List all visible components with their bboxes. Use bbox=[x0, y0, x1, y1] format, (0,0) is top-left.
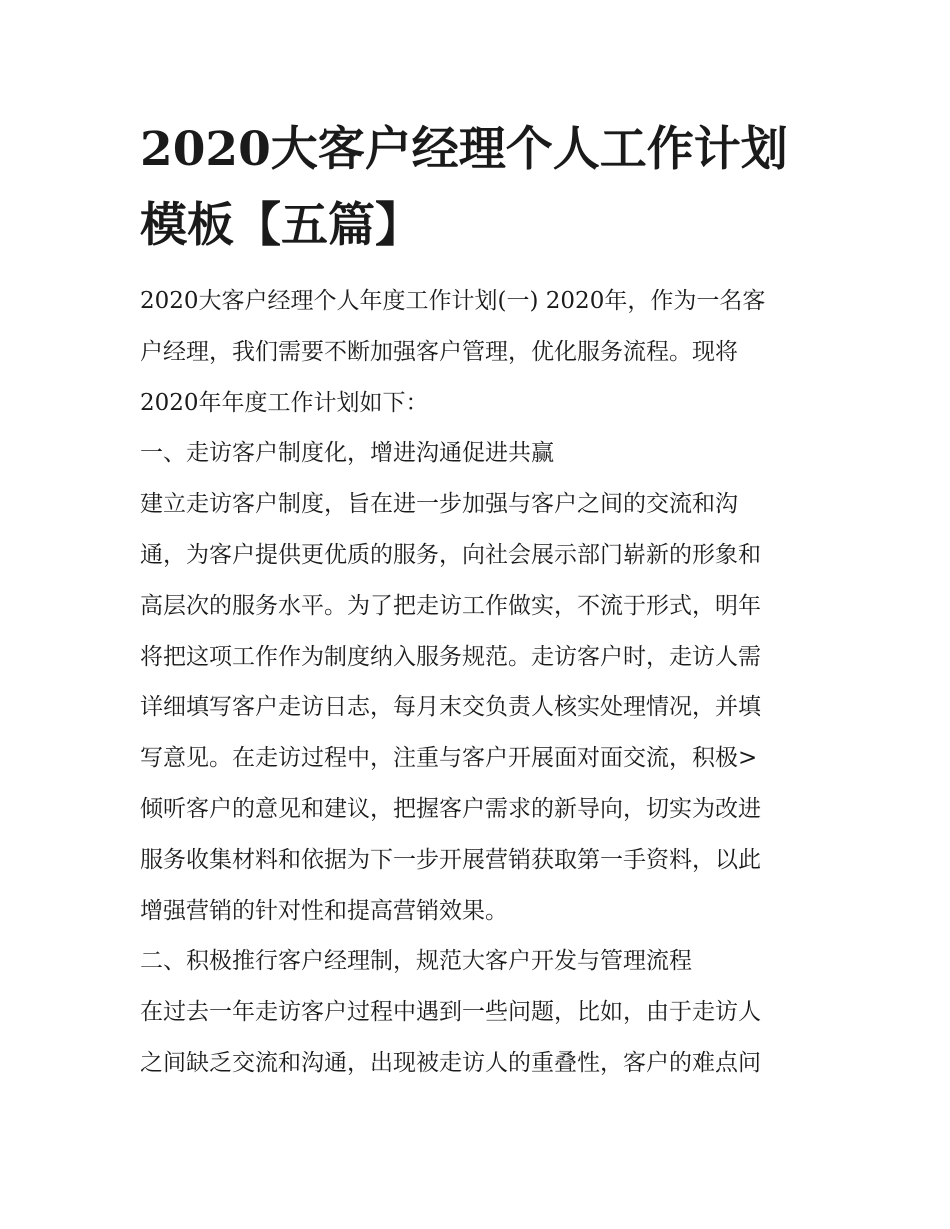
body-line: 增强营销的针对性和提高营销效果。 bbox=[140, 897, 508, 924]
document-body bbox=[140, 276, 830, 1089]
body-line: 服务收集材料和依据为下一步开展营销获取第一手资料，以此 bbox=[140, 846, 761, 873]
title-line: 2020大客户经理个人工作计划 bbox=[140, 122, 788, 177]
body-line: 2020大客户经理个人年度工作计划(一) 2020年，作为一名客 bbox=[140, 288, 766, 314]
body-line: 建立走访客户制度，旨在进一步加强与客户之间的交流和沟 bbox=[140, 491, 738, 518]
body-line: 户经理，我们需要不断加强客户管理，优化服务流程。现将 bbox=[140, 338, 738, 365]
body-line: 2020年年度工作计划如下： bbox=[140, 389, 429, 416]
document-title bbox=[140, 112, 820, 264]
body-line: 写意见。在走访过程中，注重与客户开展面对面交流，积极> bbox=[140, 745, 758, 772]
body-line: 倾听客户的意见和建议，把握客户需求的新导向，切实为改进 bbox=[140, 795, 761, 822]
title-line: 模板【五篇】 bbox=[140, 198, 422, 253]
body-line: 详细填写客户走访日志，每月末交负责人核实处理情况，并填 bbox=[140, 694, 761, 721]
section-heading-2: 二、积极推行客户经理制，规范大客户开发与管理流程 bbox=[140, 948, 692, 975]
body-line: 通，为客户提供更优质的服务，向社会展示部门崭新的形象和 bbox=[140, 541, 761, 568]
body-line: 将把这项工作作为制度纳入服务规范。走访客户时，走访人需 bbox=[140, 643, 761, 670]
body-line: 之间缺乏交流和沟通，出现被走访人的重叠性，客户的难点问 bbox=[140, 1049, 761, 1076]
body-line: 在过去一年走访客户过程中遇到一些问题，比如，由于走访人 bbox=[140, 999, 761, 1026]
section-heading-1: 一、走访客户制度化，增进沟通促进共赢 bbox=[140, 440, 554, 467]
body-line: 高层次的服务水平。为了把走访工作做实，不流于形式，明年 bbox=[140, 592, 761, 619]
